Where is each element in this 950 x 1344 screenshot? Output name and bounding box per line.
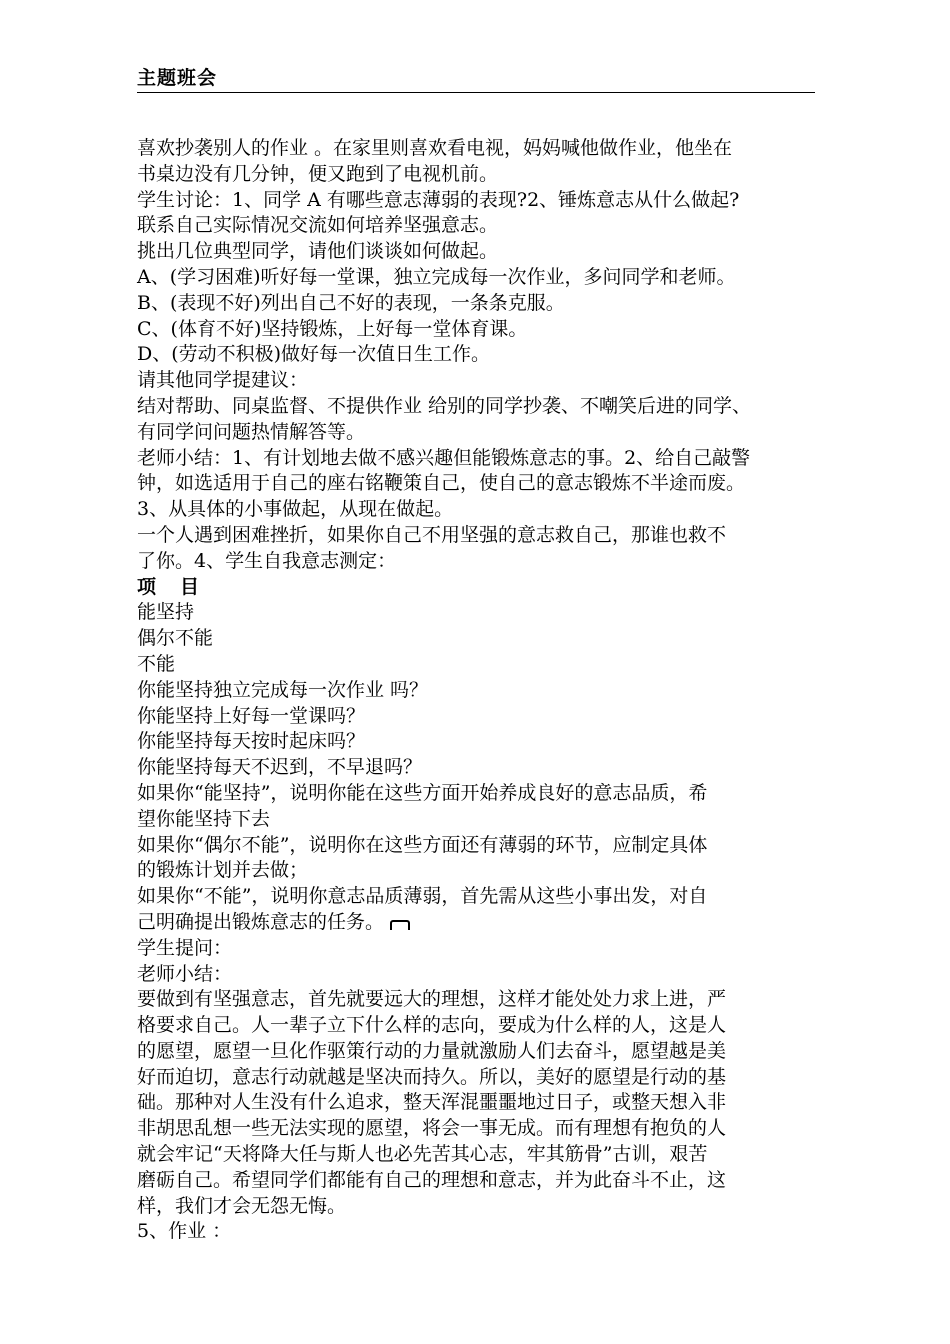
body-line: 础。那种对人生没有什么追求，整天浑混噩噩地过日子，或整天想入非 — [137, 1091, 727, 1114]
body-line: 学生讨论：1、同学 A 有哪些意志薄弱的表现?2、锤炼意志从什么做起? — [137, 188, 740, 211]
document-body — [137, 136, 827, 1245]
body-line: 如果你“能坚持”，说明你能在这些方面开始养成良好的意志品质，希 — [137, 781, 708, 804]
body-line: B、(表现不好)列出自己不好的表现，一条条克服。 — [137, 291, 565, 314]
bracket-mark-icon — [390, 920, 410, 930]
body-line: 如果你“不能”，说明你意志品质薄弱，首先需从这些小事出发，对自 — [137, 885, 708, 908]
page-header — [137, 66, 815, 93]
body-line-with-mark — [137, 910, 827, 936]
body-line: 你能坚持每天按时起床吗？ — [137, 730, 366, 753]
body-line: 你能坚持每天不迟到，不早退吗？ — [137, 756, 423, 779]
body-line: 能坚持 — [137, 601, 195, 624]
body-line: 非胡思乱想一些无法实现的愿望，将会一事无成。而有理想有抱负的人 — [137, 1117, 727, 1140]
table-header-left: 项 — [137, 575, 157, 598]
body-line: A、(学习困难)听好每一堂课，独立完成每一次作业，多问同学和老师。 — [137, 265, 736, 288]
body-line: 了你。4、学生自我意志测定： — [137, 549, 397, 572]
body-line: 你能坚持上好每一堂课吗？ — [137, 704, 366, 727]
body-line: 你能坚持独立完成每一次作业 吗？ — [137, 678, 429, 701]
body-line: 的锻炼计划并去做； — [137, 859, 309, 882]
body-line: 偶尔不能 — [137, 627, 214, 650]
body-line: 请其他同学提建议： — [137, 369, 309, 392]
body-line-text: 己明确提出锻炼意志的任务。 — [137, 910, 385, 933]
body-line: 一个人遇到困难挫折，如果你自己不用坚强的意志救自己，那谁也救不 — [137, 523, 727, 546]
body-line: 5、作业 ： — [137, 1220, 232, 1243]
body-line: 格要求自己。人一辈子立下什么样的志向，要成为什么样的人，这是人 — [137, 1014, 727, 1037]
body-line: 老师小结：1、有计划地去做不感兴趣但能锻炼意志的事。2、给自己敲警 — [137, 446, 751, 469]
page-title: 主题班会 — [137, 67, 218, 89]
body-line: 好而迫切，意志行动就越是坚决而持久。所以，美好的愿望是行动的基 — [137, 1065, 727, 1088]
body-line: 的愿望，愿望一旦化作驱策行动的力量就激励人们去奋斗，愿望越是美 — [137, 1039, 727, 1062]
body-line: 钟，如选适用于自己的座右铭鞭策自己，使自己的意志锻炼不半途而废。 — [137, 472, 746, 495]
body-line: 喜欢抄袭别人的作业 。在家里则喜欢看电视，妈妈喊他做作业，他坐在 — [137, 137, 733, 159]
body-line: D、(劳动不积极)做好每一次值日生工作。 — [137, 343, 491, 366]
body-line: 3、从具体的小事做起，从现在做起。 — [137, 498, 454, 521]
body-line: 学生提问： — [137, 936, 233, 959]
body-line: 有同学问问题热情解答等。 — [137, 420, 366, 443]
table-header-right: 目 — [180, 575, 200, 598]
body-line: 样，我们才会无怨无悔。 — [137, 1194, 347, 1217]
body-line: C、(体育不好)坚持锻炼，上好每一堂体育课。 — [137, 317, 528, 340]
body-line: 联系自己实际情况交流如何培养坚强意志。 — [137, 214, 499, 237]
body-line: 就会牢记“天将降大任与斯人也必先苦其心志，牢其筋骨”古训，艰苦 — [137, 1143, 708, 1166]
body-line: 老师小结： — [137, 962, 233, 985]
body-line: 要做到有坚强意志，首先就要远大的理想，这样才能处处力求上进，严 — [137, 988, 727, 1011]
body-line: 望你能坚持下去 — [137, 807, 271, 830]
body-line: 如果你“偶尔不能”，说明你在这些方面还有薄弱的环节，应制定具体 — [137, 833, 708, 856]
body-line: 结对帮助、同桌监督、不提供作业 给别的同学抄袭、不嘲笑后进的同学、 — [137, 394, 752, 417]
body-line: 书桌边没有几分钟，便又跑到了电视机前。 — [137, 162, 499, 185]
body-line: 挑出几位典型同学，请他们谈谈如何做起。 — [137, 240, 499, 263]
body-line: 不能 — [137, 652, 176, 675]
table-header — [137, 575, 827, 601]
body-line: 磨砺自己。希望同学们都能有自己的理想和意志，并为此奋斗不止，这 — [137, 1168, 727, 1191]
